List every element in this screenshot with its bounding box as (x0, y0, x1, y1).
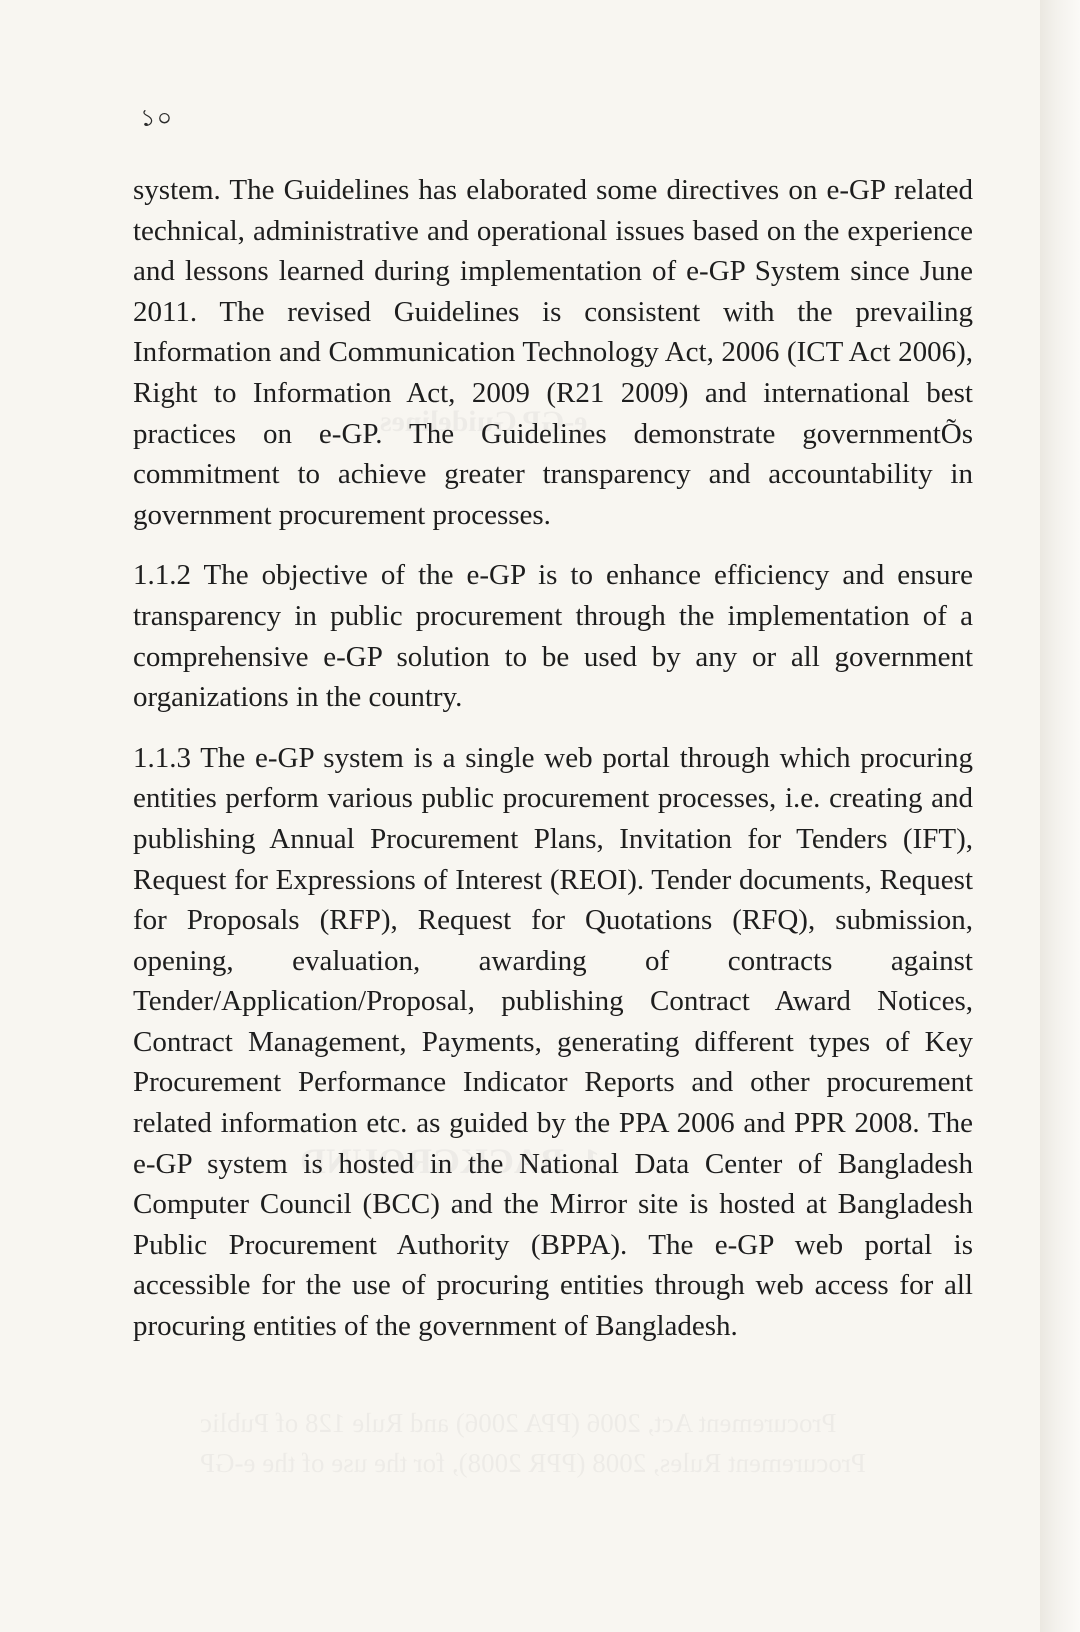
paragraph-1-1-3: 1.1.3 The e-GP system is a single web portal through which procuring entities perform various public procurement processes, i.e. creating and publishing Annual Procurement Plans, Invitation for Tenders (IFT), Request for Expressions of Interest (REOI). Tender documents, Request for Proposals (RFP), Request for Quotations (RFQ), submission, opening, evaluation, awarding of contracts against Tender/Application/Proposal, publishing Contract Award Notices, Contract Management, Payments, generating different types of Key Procurement Performance Indicator Reports and other procurement related information etc. as guided by the PPA 2006 and PPR 2008. The e-GP system is hosted in the National Data Center of Bangladesh Computer Council (BCC) and the Mirror site is hosted at Bangladesh Public Procurement Authority (BPPA). The e-GP web portal is accessible for the use of procuring entities through web access for all procuring entities of the government of Bangladesh. (133, 741, 973, 1343)
page-edge (1040, 0, 1080, 1632)
paragraph-system-guidelines: system. The Guidelines has elaborated some directives on e-GP related technical, administrative and operational issues based on the experience and lessons learned during implementation of e-GP System since June 2011. The revised Guidelines is consistent with the prevailing Information and Communication Technology Act, 2006 (ICT Act 2006), Right to Information Act, 2009 (R21 2009) and international best practices on e-GP. The Guidelines demonstrate governmentÕs commitment to achieve greater transparency and accountability in government procurement processes. (133, 174, 973, 531)
body-text (133, 170, 973, 1347)
paragraph-1-1-2: 1.1.2 The objective of the e-GP is to enhance efficiency and ensure transparency in public procurement through the implementation of a comprehensive e-GP solution to be used by any or all government organizations in the country. (133, 559, 973, 714)
page-number: ১০ (140, 104, 174, 132)
show-through-text (200, 1408, 836, 1439)
show-through-text (200, 1448, 866, 1479)
